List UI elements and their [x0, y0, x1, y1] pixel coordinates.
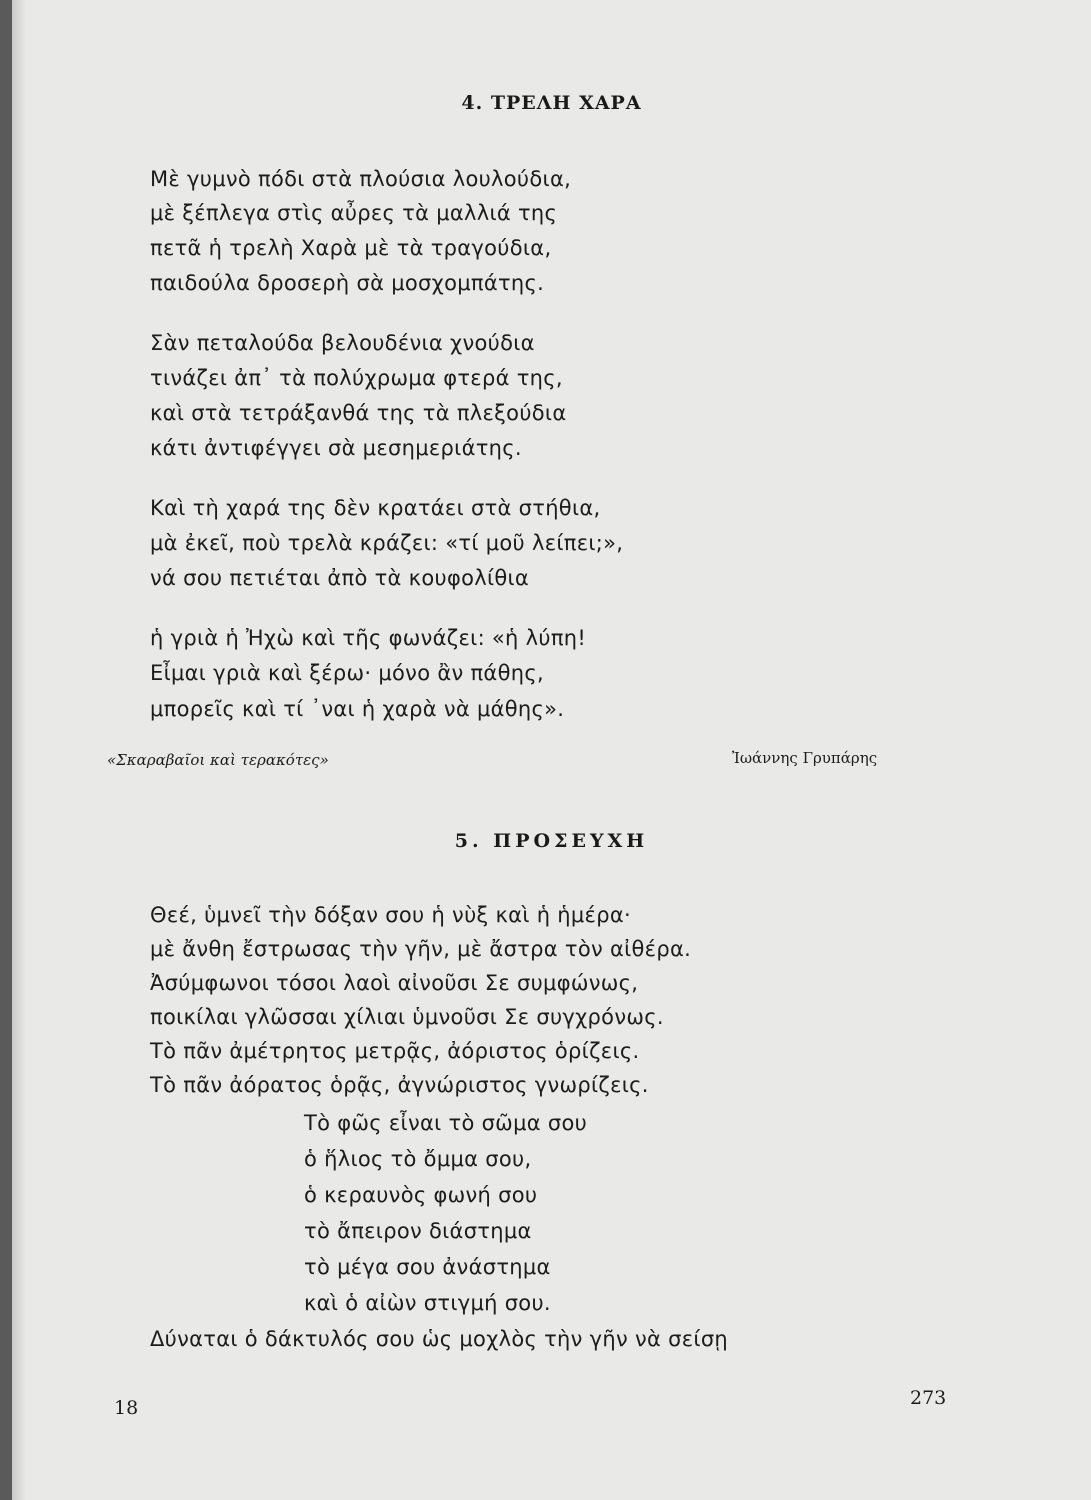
poem-source: «Σκαραβαῖοι καὶ τερακότες»: [107, 751, 329, 769]
poem-line: καὶ ὁ αἰὼν στιγμή σου.: [304, 1291, 551, 1315]
poem-line: Τὸ πᾶν ἀμέτρητος μετρᾷς, ἀόριστος ὁρίζεις.: [150, 1039, 640, 1063]
poem-author: Ἰωάννης Γρυπάρης: [732, 749, 878, 767]
poem-line: Σὰν πεταλούδα βελουδένια χνούδια: [150, 331, 535, 355]
poem-title-2: 5. ΠΡΟΣΕΥΧΗ: [454, 830, 649, 852]
poem-line: τὸ ἄπειρον διάστημα: [304, 1219, 532, 1243]
poem-line: Δύναται ὁ δάκτυλός σου ὡς μοχλὸς τὴν γῆν νὰ σείσῃ: [150, 1327, 729, 1351]
poem-line: μὲ ἄνθη ἔστρωσας τὴν γῆν, μὲ ἄστρα τὸν αἰθέρα.: [150, 937, 692, 961]
poem-line: μὰ ἐκεῖ, ποὺ τρελὰ κράζει: «τί μοῦ λείπει;»,: [150, 531, 624, 555]
poem-line: ἡ γριὰ ἡ Ἠχὼ καὶ τῆς φωνάζει: «ἡ λύπη!: [150, 626, 587, 650]
poem-line: Εἶμαι γριὰ καὶ ξέρω· μόνο ἂν πάθης,: [150, 661, 544, 685]
poem-line: κάτι ἀντιφέγγει σὰ μεσημεριάτης.: [150, 436, 522, 460]
poem-line: ποικίλαι γλῶσσαι χίλιαι ὑμνοῦσι Σε συγχρόνως.: [150, 1005, 664, 1029]
poem-line: τινάζει ἀπ᾽ τὰ πολύχρωμα φτερά της,: [150, 366, 563, 390]
page-number-right: 273: [910, 1387, 947, 1409]
poem-line: Ἀσύμφωνοι τόσοι λαοὶ αἰνοῦσι Σε συμφώνως,: [150, 971, 639, 995]
poem-line: καὶ στὰ τετράξανθά της τὰ πλεξούδια: [150, 401, 567, 425]
poem-line: Τὸ φῶς εἶναι τὸ σῶμα σου: [304, 1111, 588, 1135]
poem-line: νά σου πετιέται ἀπὸ τὰ κουφολίθια: [150, 566, 530, 590]
page-number-left: 18: [114, 1397, 139, 1419]
book-page: [12, 0, 1091, 1500]
poem-line: Καὶ τὴ χαρά της δὲν κρατάει στὰ στήθια,: [150, 496, 601, 520]
poem-line: μὲ ξέπλεγα στὶς αὖρες τὰ μαλλιά της: [150, 201, 558, 225]
poem-line: ὁ ἥλιος τὸ ὄμμα σου,: [304, 1147, 532, 1171]
poem-line: μπορεῖς καὶ τί ᾽ναι ἡ χαρὰ νὰ μάθης».: [150, 697, 565, 721]
poem-line: τὸ μέγα σου ἀνάστημα: [304, 1255, 551, 1279]
poem-line: Μὲ γυμνὸ πόδι στὰ πλούσια λουλούδια,: [150, 167, 572, 191]
poem-line: ὁ κεραυνὸς φωνή σου: [304, 1183, 538, 1207]
poem-line: πετᾶ ἡ τρελὴ Χαρὰ μὲ τὰ τραγούδια,: [150, 236, 552, 260]
poem-line: Τὸ πᾶν ἀόρατος ὁρᾷς, ἀγνώριστος γνωρίζεις.: [150, 1073, 649, 1097]
poem-line: Θεέ, ὑμνεῖ τὴν δόξαν σου ἡ νὺξ καὶ ἡ ἡμέρα·: [150, 903, 631, 927]
poem-line: παιδούλα δροσερὴ σὰ μοσχομπάτης.: [150, 271, 545, 295]
poem-title-1: 4. ΤΡΕΛΗ ΧΑΡΑ: [461, 92, 642, 114]
